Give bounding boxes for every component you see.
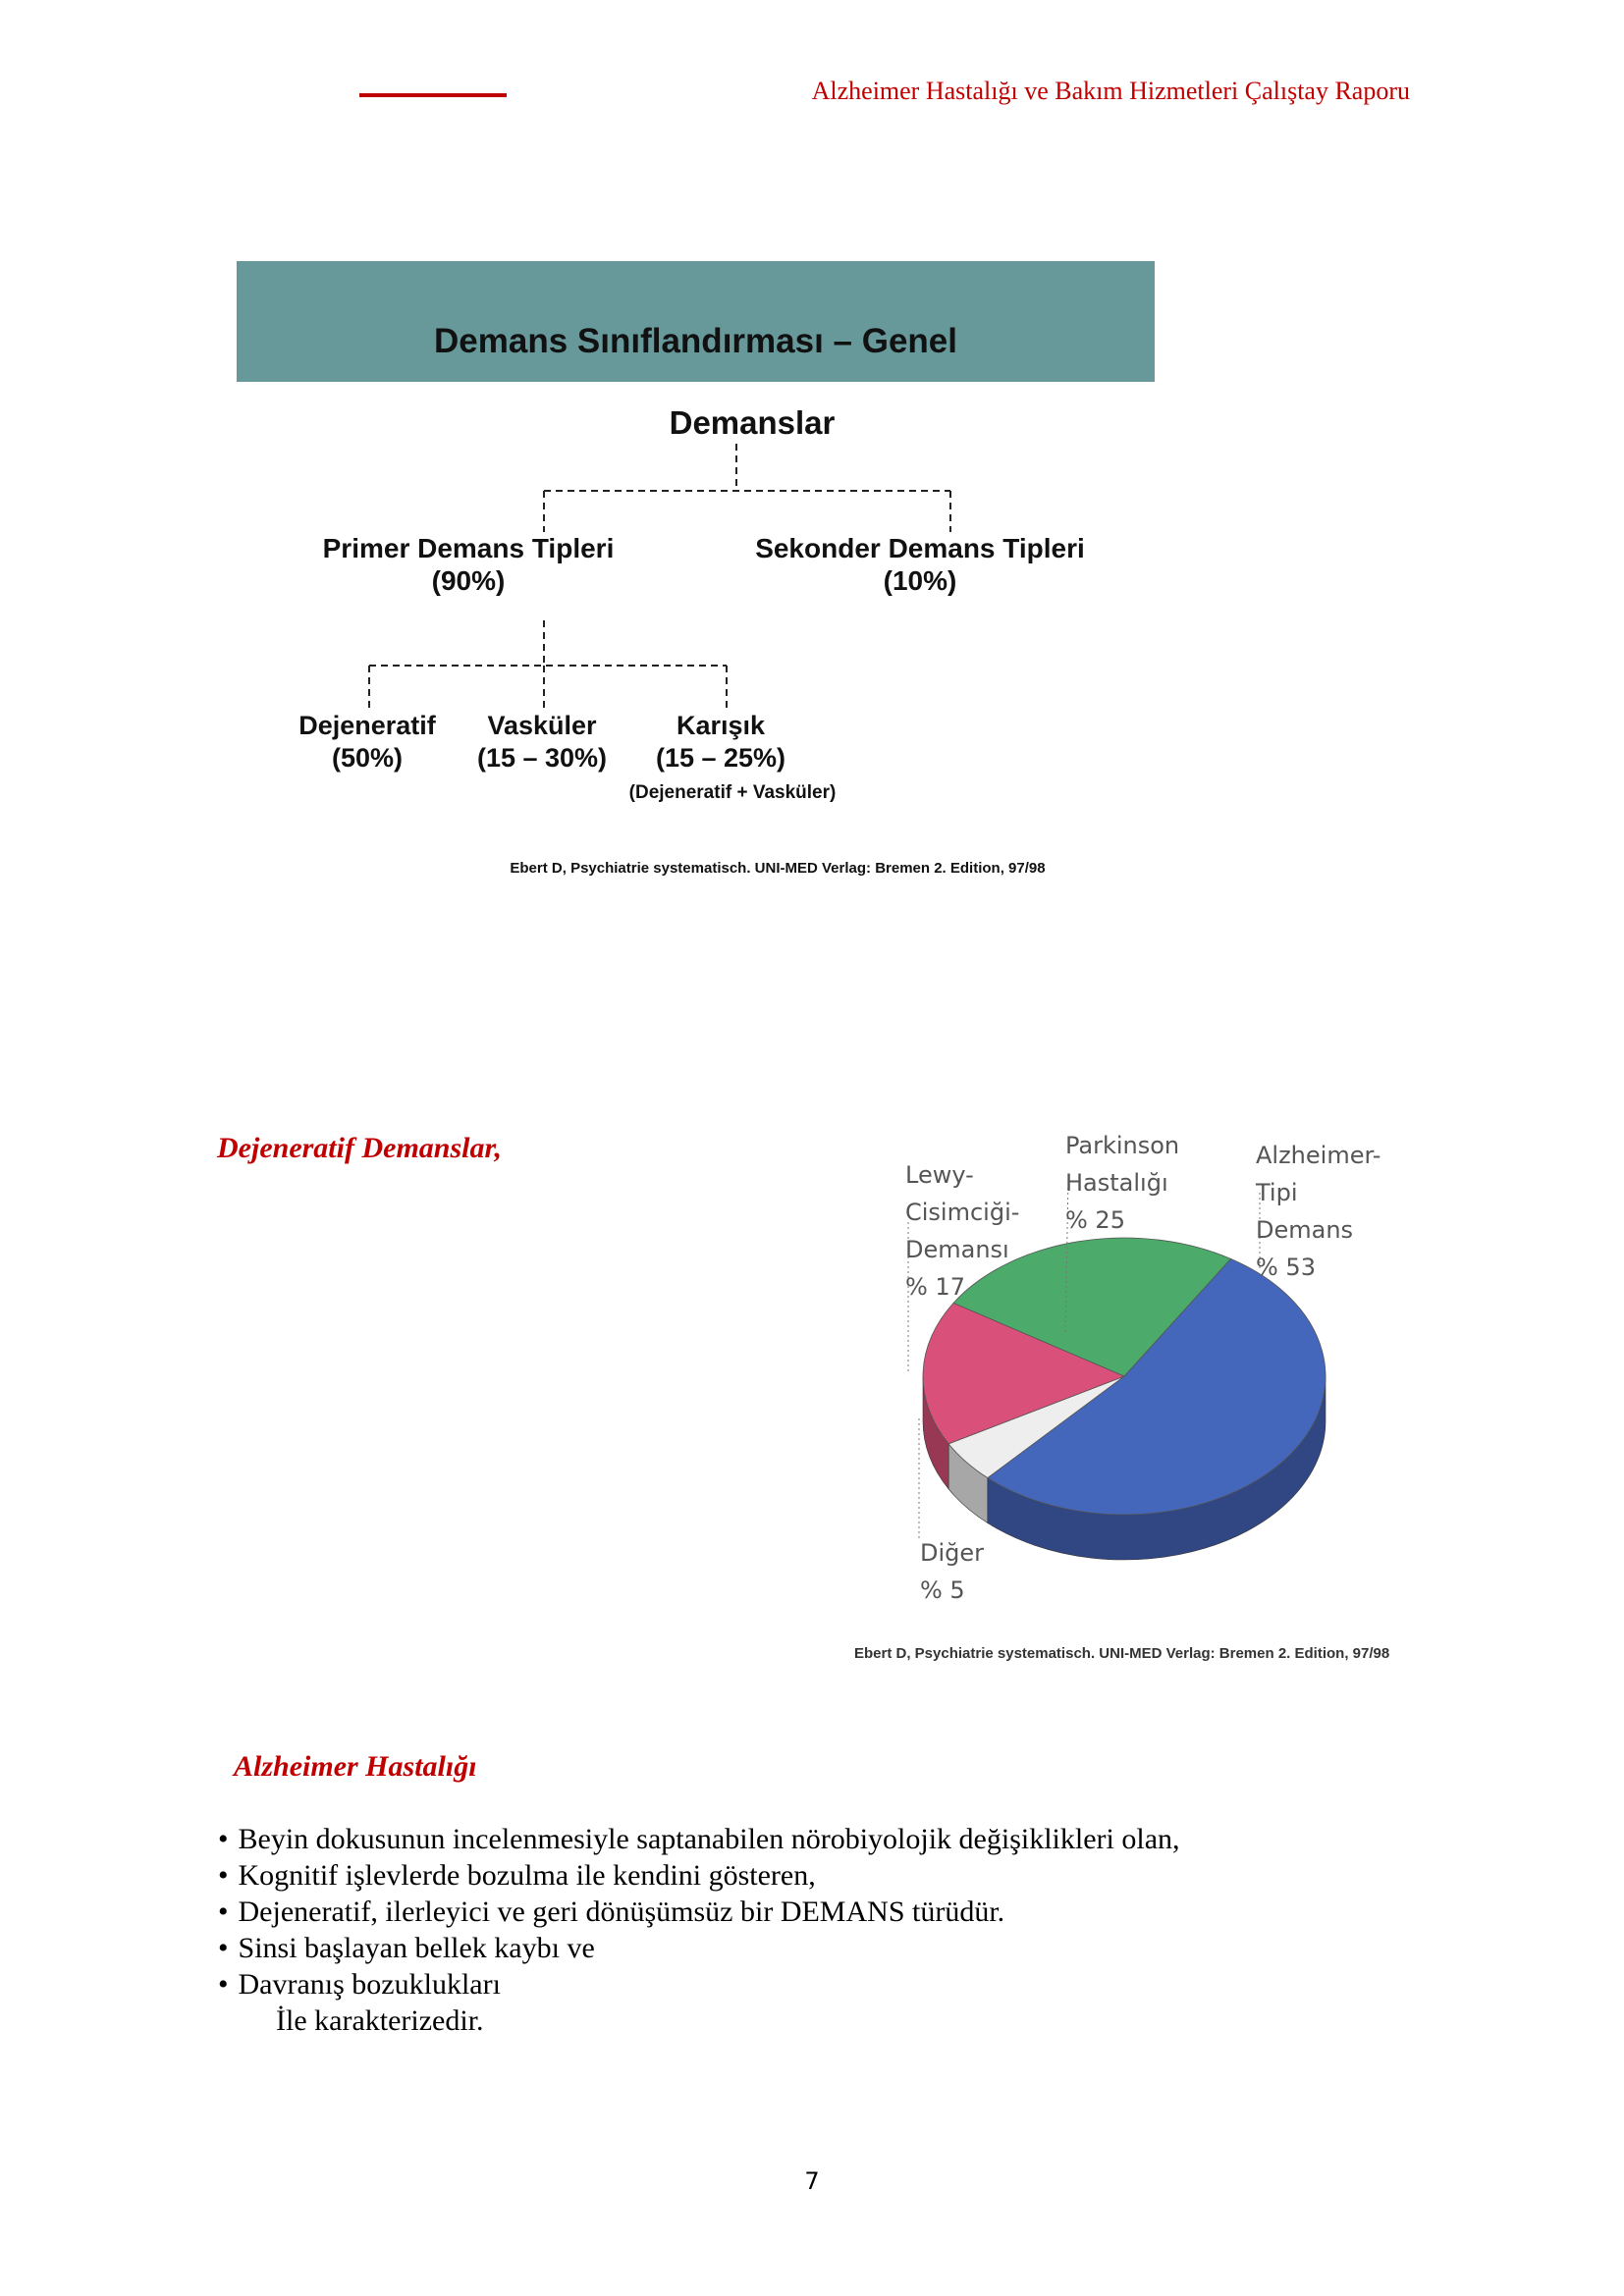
- pie-label-line: % 17: [905, 1273, 965, 1301]
- diagram-title: Demans Sınıflandırması – Genel: [434, 322, 957, 360]
- node-vaskuler-share: (15 – 30%): [476, 743, 608, 773]
- node-dejeneratif-label: Dejeneratif: [298, 711, 436, 740]
- page-number: 7: [804, 2167, 820, 2195]
- pie-label-lewy: [905, 1156, 1019, 1306]
- alzheimer-bullet-list: [218, 1821, 1180, 2002]
- alzheimer-closing-line: İle karakterizedir.: [276, 2004, 484, 2037]
- dementia-classification-diagram: [237, 261, 1155, 899]
- pie-label-line: Diğer: [920, 1539, 985, 1567]
- list-item: • Sinsi başlayan bellek kaybı ve: [218, 1930, 1180, 1966]
- pie-source-citation: Ebert D, Psychiatrie systematisch. UNI-MED Verlag: Bremen 2. Edition, 97/98: [854, 1645, 1390, 1662]
- pie-label-line: Hastalığı: [1065, 1169, 1168, 1197]
- node-primer-share: (90%): [431, 565, 506, 596]
- node-karisik-share: (15 – 25%): [655, 743, 786, 773]
- node-sekonder-share: (10%): [883, 565, 957, 596]
- list-item: • Kognitif işlevlerde bozulma ile kendini gösteren,: [218, 1857, 1180, 1894]
- list-item: • Davranış bozuklukları: [218, 1966, 1180, 2002]
- running-header-title: Alzheimer Hastalığı ve Bakım Hizmetleri Çalıştay Raporu: [811, 77, 1410, 105]
- node-primer-label: Primer Demans Tipleri: [322, 533, 615, 563]
- node-demanslar: Demanslar: [669, 404, 836, 441]
- node-karisik-label: Karışık: [676, 711, 766, 740]
- node-primer-demans: [321, 532, 616, 597]
- degenerative-dementia-pie-chart: [864, 1119, 1414, 1669]
- pie-label-line: Alzheimer-: [1256, 1142, 1381, 1169]
- dejeneratif-heading: Dejeneratif Demanslar,: [217, 1132, 502, 1164]
- pie-label-line: Cisimciği-: [905, 1199, 1020, 1226]
- diagram-source-citation: Ebert D, Psychiatrie systematisch. UNI-MED Verlag: Bremen 2. Edition, 97/98: [510, 860, 1046, 877]
- node-sekonder-label: Sekonder Demans Tipleri: [755, 533, 1085, 563]
- node-karisik-note: (Dejeneratif + Vasküler): [628, 782, 837, 803]
- list-item: • Beyin dokusunun incelenmesiyle saptanabilen nörobiyolojik değişiklikleri olan,: [218, 1821, 1180, 1857]
- pie-label-line: Demansı: [905, 1236, 1009, 1263]
- node-dejeneratif-share: (50%): [331, 743, 404, 773]
- list-item: • Dejeneratif, ilerleyici ve geri dönüşümsüz bir DEMANS türüdür.: [218, 1894, 1180, 1930]
- pie-label-line: % 25: [1065, 1206, 1125, 1234]
- pie-label-diger: [920, 1534, 984, 1609]
- pie-label-line: % 5: [920, 1576, 965, 1604]
- pie-label-line: % 53: [1256, 1254, 1316, 1281]
- pie-label-parkinson: [1065, 1127, 1179, 1239]
- pie-label-line: Demans: [1256, 1216, 1354, 1244]
- pie-label-line: Tipi: [1256, 1179, 1298, 1206]
- node-vaskuler-label: Vasküler: [487, 711, 597, 740]
- node-dejeneratif: [294, 710, 441, 774]
- node-karisik: [647, 710, 794, 774]
- node-sekonder-demans: [748, 532, 1092, 597]
- header-accent-rule: [359, 93, 507, 97]
- pie-label-alzheimer: [1256, 1137, 1380, 1286]
- pie-label-line: Parkinson: [1065, 1132, 1180, 1159]
- alzheimer-heading: Alzheimer Hastalığı: [234, 1750, 477, 1783]
- node-vaskuler: [468, 710, 616, 774]
- pie-label-line: Lewy-: [905, 1161, 974, 1189]
